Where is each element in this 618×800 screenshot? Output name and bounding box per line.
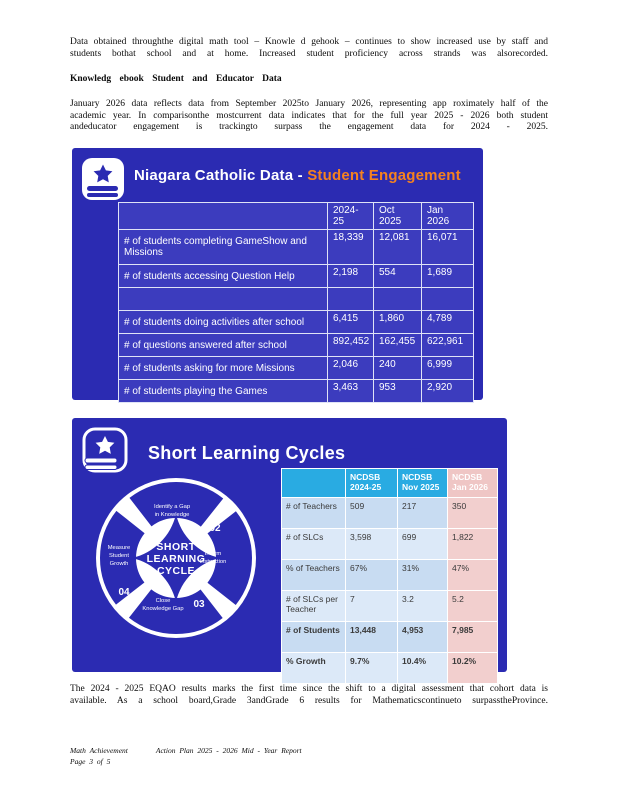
panel-title-main: Niagara Catholic Data - bbox=[134, 167, 308, 184]
row-label: # of students accessing Question Help bbox=[119, 265, 328, 288]
cell: 3.2 bbox=[398, 591, 448, 622]
cell: 622,961 bbox=[422, 334, 474, 357]
row-label: # of students doing activities after school bbox=[119, 311, 328, 334]
footer-left: Math Achievement bbox=[70, 746, 128, 755]
short-learning-cycle-diagram bbox=[92, 474, 260, 642]
cell: 2,920 bbox=[422, 380, 474, 403]
paragraph-knowledgehook-intro: Data obtained throughthe digital math tool – Knowle d gehook – continues to show increased use by staff and students bothat school and at home. Increased student proficiency across strands was alsorecorded. bbox=[70, 37, 548, 59]
panel-title-accent: Student Engagement bbox=[307, 167, 461, 184]
cycle-center-line-2: LEARNING bbox=[146, 553, 206, 565]
row-label: % Growth bbox=[282, 653, 346, 684]
cell: 13,448 bbox=[346, 622, 398, 653]
cell: 10.4% bbox=[398, 653, 448, 684]
table-row bbox=[282, 591, 498, 622]
table-row bbox=[282, 622, 498, 653]
panel-title bbox=[134, 167, 461, 184]
cell: 7 bbox=[346, 591, 398, 622]
table-row bbox=[119, 230, 474, 265]
cell: 4,789 bbox=[422, 311, 474, 334]
header-cell: Jan 2026 bbox=[422, 203, 474, 230]
header-cell: NCDSB Jan 2026 bbox=[448, 469, 498, 498]
cell: 509 bbox=[346, 498, 398, 529]
cell bbox=[374, 288, 422, 311]
cell: 892,452 bbox=[328, 334, 374, 357]
table-row-empty bbox=[119, 288, 474, 311]
cell: 2,046 bbox=[328, 357, 374, 380]
cell: 10.2% bbox=[448, 653, 498, 684]
row-label: # of questions answered after school bbox=[119, 334, 328, 357]
cell: 1,822 bbox=[448, 529, 498, 560]
cell: 6,415 bbox=[328, 311, 374, 334]
header-cell: 2024-25 bbox=[328, 203, 374, 230]
student-engagement-table bbox=[118, 202, 474, 403]
cell: 554 bbox=[374, 265, 422, 288]
row-label: # of Teachers bbox=[282, 498, 346, 529]
cell: 1,860 bbox=[374, 311, 422, 334]
paragraph-eqao: The 2024 - 2025 EQAO results marks the first time since the shift to a digital assessment that cohort data is available. As a school board,Grade 3andGrade 6 results for Mathematicscontinueto surpasstheProvince. bbox=[70, 684, 548, 706]
table-row bbox=[282, 529, 498, 560]
step-label-1: Identify a Gap bbox=[153, 504, 191, 510]
book-star-icon bbox=[81, 157, 125, 206]
step-label-1b: in Knowledge bbox=[154, 512, 190, 518]
cell: 6,999 bbox=[422, 357, 474, 380]
cell: 12,081 bbox=[374, 230, 422, 265]
section-heading: Knowledg ebook Student and Educator Data bbox=[70, 74, 282, 84]
cell: 240 bbox=[374, 357, 422, 380]
footer-page-number: Page 3 of 5 bbox=[70, 757, 111, 766]
step-label-4c: Growth bbox=[109, 561, 129, 567]
header-cell bbox=[119, 203, 328, 230]
cycle-center-line-1: SHORT bbox=[156, 541, 196, 553]
cell: 3,598 bbox=[346, 529, 398, 560]
cell: 16,071 bbox=[422, 230, 474, 265]
row-label: # of SLCs bbox=[282, 529, 346, 560]
short-learning-cycles-panel bbox=[72, 418, 507, 672]
cell bbox=[422, 288, 474, 311]
footer-right: Action Plan 2025 - 2026 Mid - Year Report bbox=[155, 746, 302, 755]
table-row bbox=[119, 380, 474, 403]
cell: 350 bbox=[448, 498, 498, 529]
row-label: # of Students bbox=[282, 622, 346, 653]
cell: 217 bbox=[398, 498, 448, 529]
step-number-1: 01 bbox=[132, 514, 144, 525]
table-row bbox=[282, 498, 498, 529]
table-header-row bbox=[119, 203, 474, 230]
step-label-4b: Student bbox=[109, 553, 129, 559]
step-label-3: Close bbox=[155, 598, 171, 604]
cell: 4,953 bbox=[398, 622, 448, 653]
book-star-outline-icon bbox=[81, 427, 129, 480]
table-row bbox=[119, 334, 474, 357]
slc-table bbox=[281, 468, 498, 684]
row-label bbox=[119, 288, 328, 311]
header-cell bbox=[282, 469, 346, 498]
paragraph-january-data: January 2026 data reflects data from September 2025to January 2026, representing app roximately half of the academic year. In comparisonthe mostcurrent data indicates that for the full year 2025 - 2026 both student andeducator engagement is trackingto surpass the engagement data for 2024 - 2025. bbox=[70, 99, 548, 132]
header-cell: Oct 2025 bbox=[374, 203, 422, 230]
row-label: % of Teachers bbox=[282, 560, 346, 591]
panel-title: Short Learning Cycles bbox=[148, 443, 346, 463]
step-label-2b: Instruction bbox=[199, 559, 227, 565]
cell: 18,339 bbox=[328, 230, 374, 265]
row-label: # of students completing GameShow and Missions bbox=[119, 230, 328, 265]
cell: 1,689 bbox=[422, 265, 474, 288]
student-engagement-panel bbox=[72, 148, 483, 400]
row-label: # of SLCs per Teacher bbox=[282, 591, 346, 622]
cell: 699 bbox=[398, 529, 448, 560]
cell: 9.7% bbox=[346, 653, 398, 684]
cell: 7,985 bbox=[448, 622, 498, 653]
step-number-2: 02 bbox=[209, 523, 221, 534]
step-label-4: Measure bbox=[107, 545, 131, 551]
header-cell: NCDSB Nov 2025 bbox=[398, 469, 448, 498]
cell: 162,455 bbox=[374, 334, 422, 357]
cell: 5.2 bbox=[448, 591, 498, 622]
table-row bbox=[119, 357, 474, 380]
row-label: # of students playing the Games bbox=[119, 380, 328, 403]
cell: 953 bbox=[374, 380, 422, 403]
cell: 47% bbox=[448, 560, 498, 591]
footer-report-title bbox=[70, 745, 330, 756]
cell: 31% bbox=[398, 560, 448, 591]
table-header-row bbox=[282, 469, 498, 498]
page-footer bbox=[70, 745, 330, 767]
cell: 67% bbox=[346, 560, 398, 591]
step-number-3: 03 bbox=[193, 599, 205, 610]
cell: 2,198 bbox=[328, 265, 374, 288]
step-number-4: 04 bbox=[118, 587, 130, 598]
step-label-3b: Knowledge Gap bbox=[142, 606, 184, 612]
table-row bbox=[282, 560, 498, 591]
table-row bbox=[282, 653, 498, 684]
row-label: # of students asking for more Missions bbox=[119, 357, 328, 380]
cell bbox=[328, 288, 374, 311]
header-cell: NCDSB 2024-25 bbox=[346, 469, 398, 498]
table-row bbox=[119, 265, 474, 288]
step-label-2: Inform bbox=[204, 551, 222, 557]
table-row bbox=[119, 311, 474, 334]
cycle-center-line-3: CYCLE bbox=[156, 565, 196, 577]
cell: 3,463 bbox=[328, 380, 374, 403]
